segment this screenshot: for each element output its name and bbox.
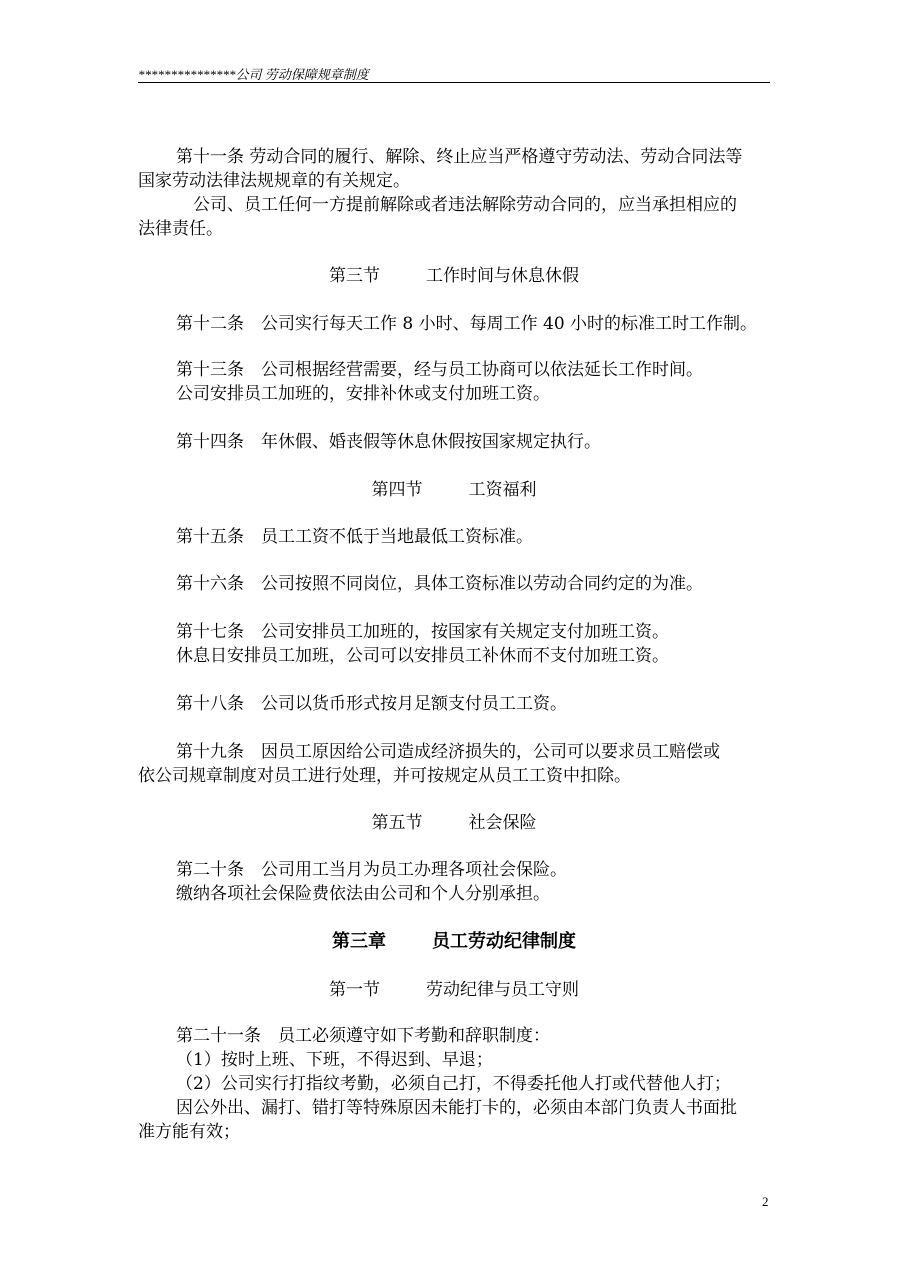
article-21-line-5: 准方能有效； (138, 1122, 240, 1142)
article-18: 第十八条 公司以货币形式按月足额支付员工工资。 (176, 694, 567, 714)
article-17-line-1: 第十七条 公司安排员工加班的，按国家有关规定支付加班工资。 (176, 622, 669, 642)
chapter-heading-3 (138, 930, 770, 954)
section-title: 社会保险 (468, 813, 537, 833)
article-13-line-2: 公司安排员工加班的，安排补休或支付加班工资。 (176, 384, 550, 404)
article-21-item-1: （1）按时上班、下班，不得迟到、早退； (176, 1050, 493, 1070)
section-title: 工作时间与休息休假 (426, 266, 579, 286)
header-rule (138, 82, 770, 83)
section-number: 第三节 (329, 266, 380, 286)
article-20-line-1: 第二十条 公司用工当月为员工办理各项社会保险。 (176, 860, 567, 880)
article-16: 第十六条 公司按照不同岗位，具体工资标准以劳动合同约定的为准。 (176, 574, 703, 594)
section-heading-5 (138, 811, 770, 835)
article-13-line-1: 第十三条 公司根据经营需要，经与员工协商可以依法延长工作时间。 (176, 360, 703, 380)
section-title: 工资福利 (468, 480, 537, 500)
article-19-line-2: 依公司规章制度对员工进行处理，并可按规定从员工工资中扣除。 (138, 766, 631, 786)
article-12: 第十二条 公司实行每天工作 8 小时、每周工作 40 小时的标准工时工作制。 (176, 314, 758, 334)
article-11-line-1: 第十一条 劳动合同的履行、解除、终止应当严格遵守劳动法、劳动合同法等 (176, 147, 743, 167)
section-heading-4 (138, 478, 770, 502)
article-14: 第十四条 年休假、婚丧假等休息休假按国家规定执行。 (176, 432, 601, 452)
article-11-line-2: 国家劳动法律法规规章的有关规定。 (138, 171, 410, 191)
chapter-number: 第三章 (332, 931, 386, 952)
article-21-line-1: 第二十一条 员工必须遵守如下考勤和辞职制度： (176, 1026, 550, 1046)
section-number: 第五节 (371, 813, 423, 833)
article-15: 第十五条 员工工资不低于当地最低工资标准。 (176, 527, 533, 547)
section-title: 劳动纪律与员工守则 (426, 980, 579, 1000)
section-heading-1 (138, 978, 770, 1002)
article-17-line-2: 休息日安排员工加班，公司可以安排员工补休而不支付加班工资。 (176, 646, 669, 666)
page-number: 2 (762, 1194, 769, 1209)
article-21-line-4: 因公外出、漏打、错打等特殊原因未能打卡的，必须由本部门负责人书面批 (176, 1098, 737, 1118)
article-11-line-4: 法律责任。 (138, 219, 223, 239)
article-20-line-2: 缴纳各项社会保险费依法由公司和个人分别承担。 (176, 884, 550, 904)
section-number: 第一节 (329, 980, 380, 1000)
article-19-line-1: 第十九条 因员工原因给公司造成经济损失的，公司可以要求员工赔偿或 (176, 742, 720, 762)
running-header: ***************公司 劳动保障规章制度 (138, 67, 369, 82)
article-21-item-2: （2）公司实行打指纹考勤，必须自己打，不得委托他人打或代替他人打； (176, 1074, 731, 1094)
section-heading-3 (138, 264, 770, 288)
chapter-title: 员工劳动纪律制度 (432, 931, 576, 952)
section-number: 第四节 (371, 480, 423, 500)
article-11-line-3: 公司、员工任何一方提前解除或者违法解除劳动合同的，应当承担相应的 (193, 195, 737, 215)
